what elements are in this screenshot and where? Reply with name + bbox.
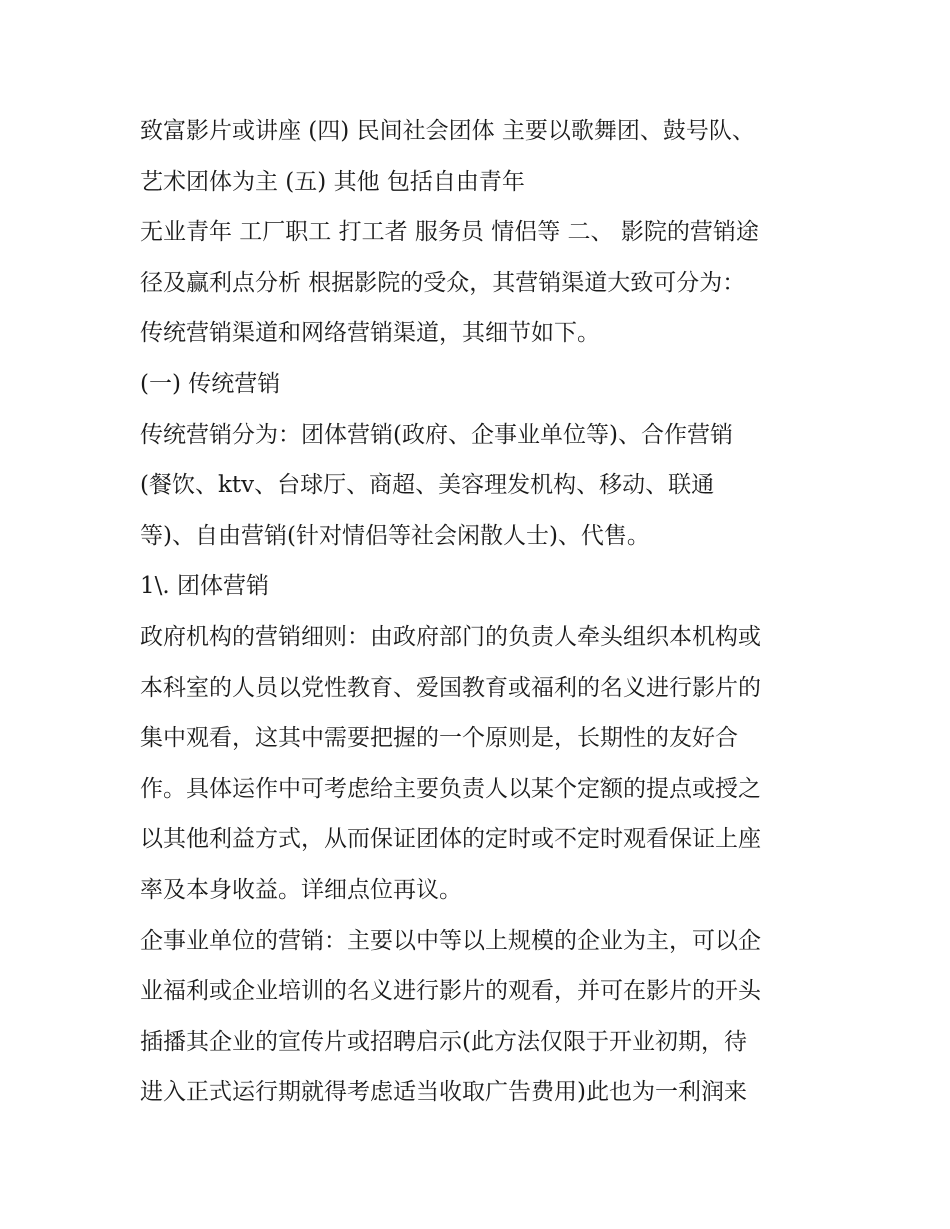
text-line-19: 插播其企业的宣传片或招聘启示(此方法仅限于开业初期，待 <box>140 1028 747 1055</box>
text-line-5: 传统营销渠道和网络营销渠道，其细节如下。 <box>140 320 600 347</box>
text-line-18: 业福利或企业培训的名义进行影片的观看，并可在影片的开头 <box>140 978 761 1005</box>
text-line-1: 致富影片或讲座 (四) 民间社会团体 主要以歌舞团、鼓号队、 <box>140 118 755 144</box>
text-line-16: 率及本身收益。详细点位再议。 <box>140 876 462 903</box>
text-line-20: 进入正式运行期就得考虑适当收取广告费用)此也为一利润来 <box>140 1079 747 1106</box>
text-line-7: 传统营销分为：团体营销(政府、企事业单位等)、合作营销 <box>140 421 733 448</box>
text-line-17: 企事业单位的营销：主要以中等以上规模的企业为主，可以企 <box>140 927 761 954</box>
text-line-4: 径及赢利点分析 根据影院的受众，其营销渠道大致可分为： <box>140 269 746 296</box>
text-line-14: 作。具体运作中可考虑给主要负责人以某个定额的提点或授之 <box>140 775 761 802</box>
text-line-8: (餐饮、ktv、台球厅、商超、美容理发机构、移动、联通 <box>140 472 715 499</box>
text-line-9: 等)、自由营销(针对情侣等社会闲散人士)、代售。 <box>140 522 650 549</box>
text-line-2: 艺术团体为主 (五) 其他 包括自由青年 <box>140 168 525 195</box>
text-line-12: 本科室的人员以党性教育、爱国教育或福利的名义进行影片的 <box>140 674 761 701</box>
text-line-11: 政府机构的营销细则：由政府部门的负责人牵头组织本机构或 <box>140 623 761 650</box>
section-heading-traditional-marketing: (一) 传统营销 <box>140 370 281 397</box>
text-line-13: 集中观看，这其中需要把握的一个原则是，长期性的友好合 <box>140 725 738 752</box>
text-line-15: 以其他利益方式，从而保证团体的定时或不定时观看保证上座 <box>140 826 761 853</box>
subsection-heading-group-marketing: 1\. 团体营销 <box>140 573 270 600</box>
text-line-3: 无业青年 工厂职工 打工者 服务员 情侣等 二、 影院的营销途 <box>140 219 759 246</box>
document-body <box>140 106 820 1118</box>
